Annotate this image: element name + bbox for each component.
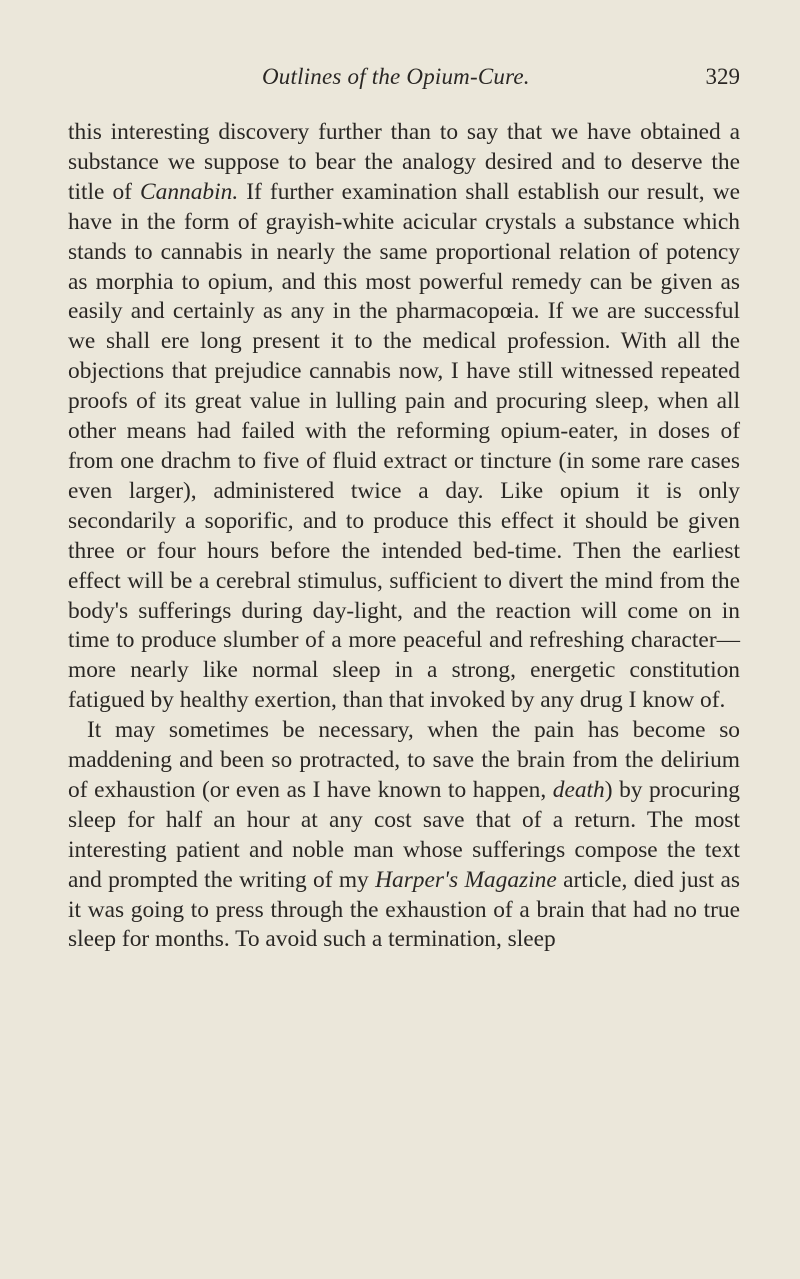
body-text	[68, 118, 740, 955]
page-header	[72, 64, 752, 98]
magazine-title: Harper's Magazine	[375, 866, 557, 893]
paragraph-2-part-2: ) by procuring sleep for half an hour at any cost save that of a return. The most interesting patient and noble man whose sufferings compose the text and prompted the writing of my	[68, 776, 740, 893]
paragraph-2-part-1: It may sometimes be necessary, when the pain has become so maddening and been so protracted, to save the brain from the delirium of exhaustion (or even as I have known to happen,	[68, 717, 740, 803]
death-emphasis: death	[552, 776, 605, 803]
running-title: Outlines of the Opium-Cure.	[262, 64, 530, 89]
paragraph-2	[68, 716, 740, 955]
cannabin-term: Cannabin.	[140, 178, 239, 205]
page-number: 329	[705, 64, 740, 89]
paragraph-1-part-1: this interesting discovery further than to say that we have obtained a substance we suppose to bear the analogy desired and to deserve the title of	[68, 119, 740, 205]
paragraph-1-part-2: If further examination shall establish our result, we have in the form of grayish-white acicular crystals a substance which stands to cannabis in nearly the same proportional relation of potency as morphia to opium, and this most powerful remedy can be given as easily and certainly as any in the pharmacopœia. If we are successful we shall ere long present it to the medical profession. With all the objections that prejudice cannabis now, I have still witnessed repeated proofs of its great value in lulling pain and procuring sleep, when all other means had failed with the reforming opium-eater, in doses of from one drachm to five of fluid extract or tincture (in some rare cases even larger), administered twice a day. Like opium it is only secondarily a soporific, and to produce this effect it should be given three or four hours before the intended bed-time. Then the earliest effect will be a cerebral stimulus, sufficient to divert the mind from the body's sufferings during day-light, and the reaction will come on in time to produce slumber of a more peaceful and refreshing character—more nearly like normal sleep in a strong, energetic constitution fatigued by healthy exertion, than that invoked by any drug I know of.	[68, 178, 741, 714]
paragraph-2-part-3: article, died just as it was going to press through the exhaustion of a brain that had no true sleep for months. To avoid such a termination, sleep	[68, 866, 740, 953]
paragraph-1	[68, 118, 740, 716]
